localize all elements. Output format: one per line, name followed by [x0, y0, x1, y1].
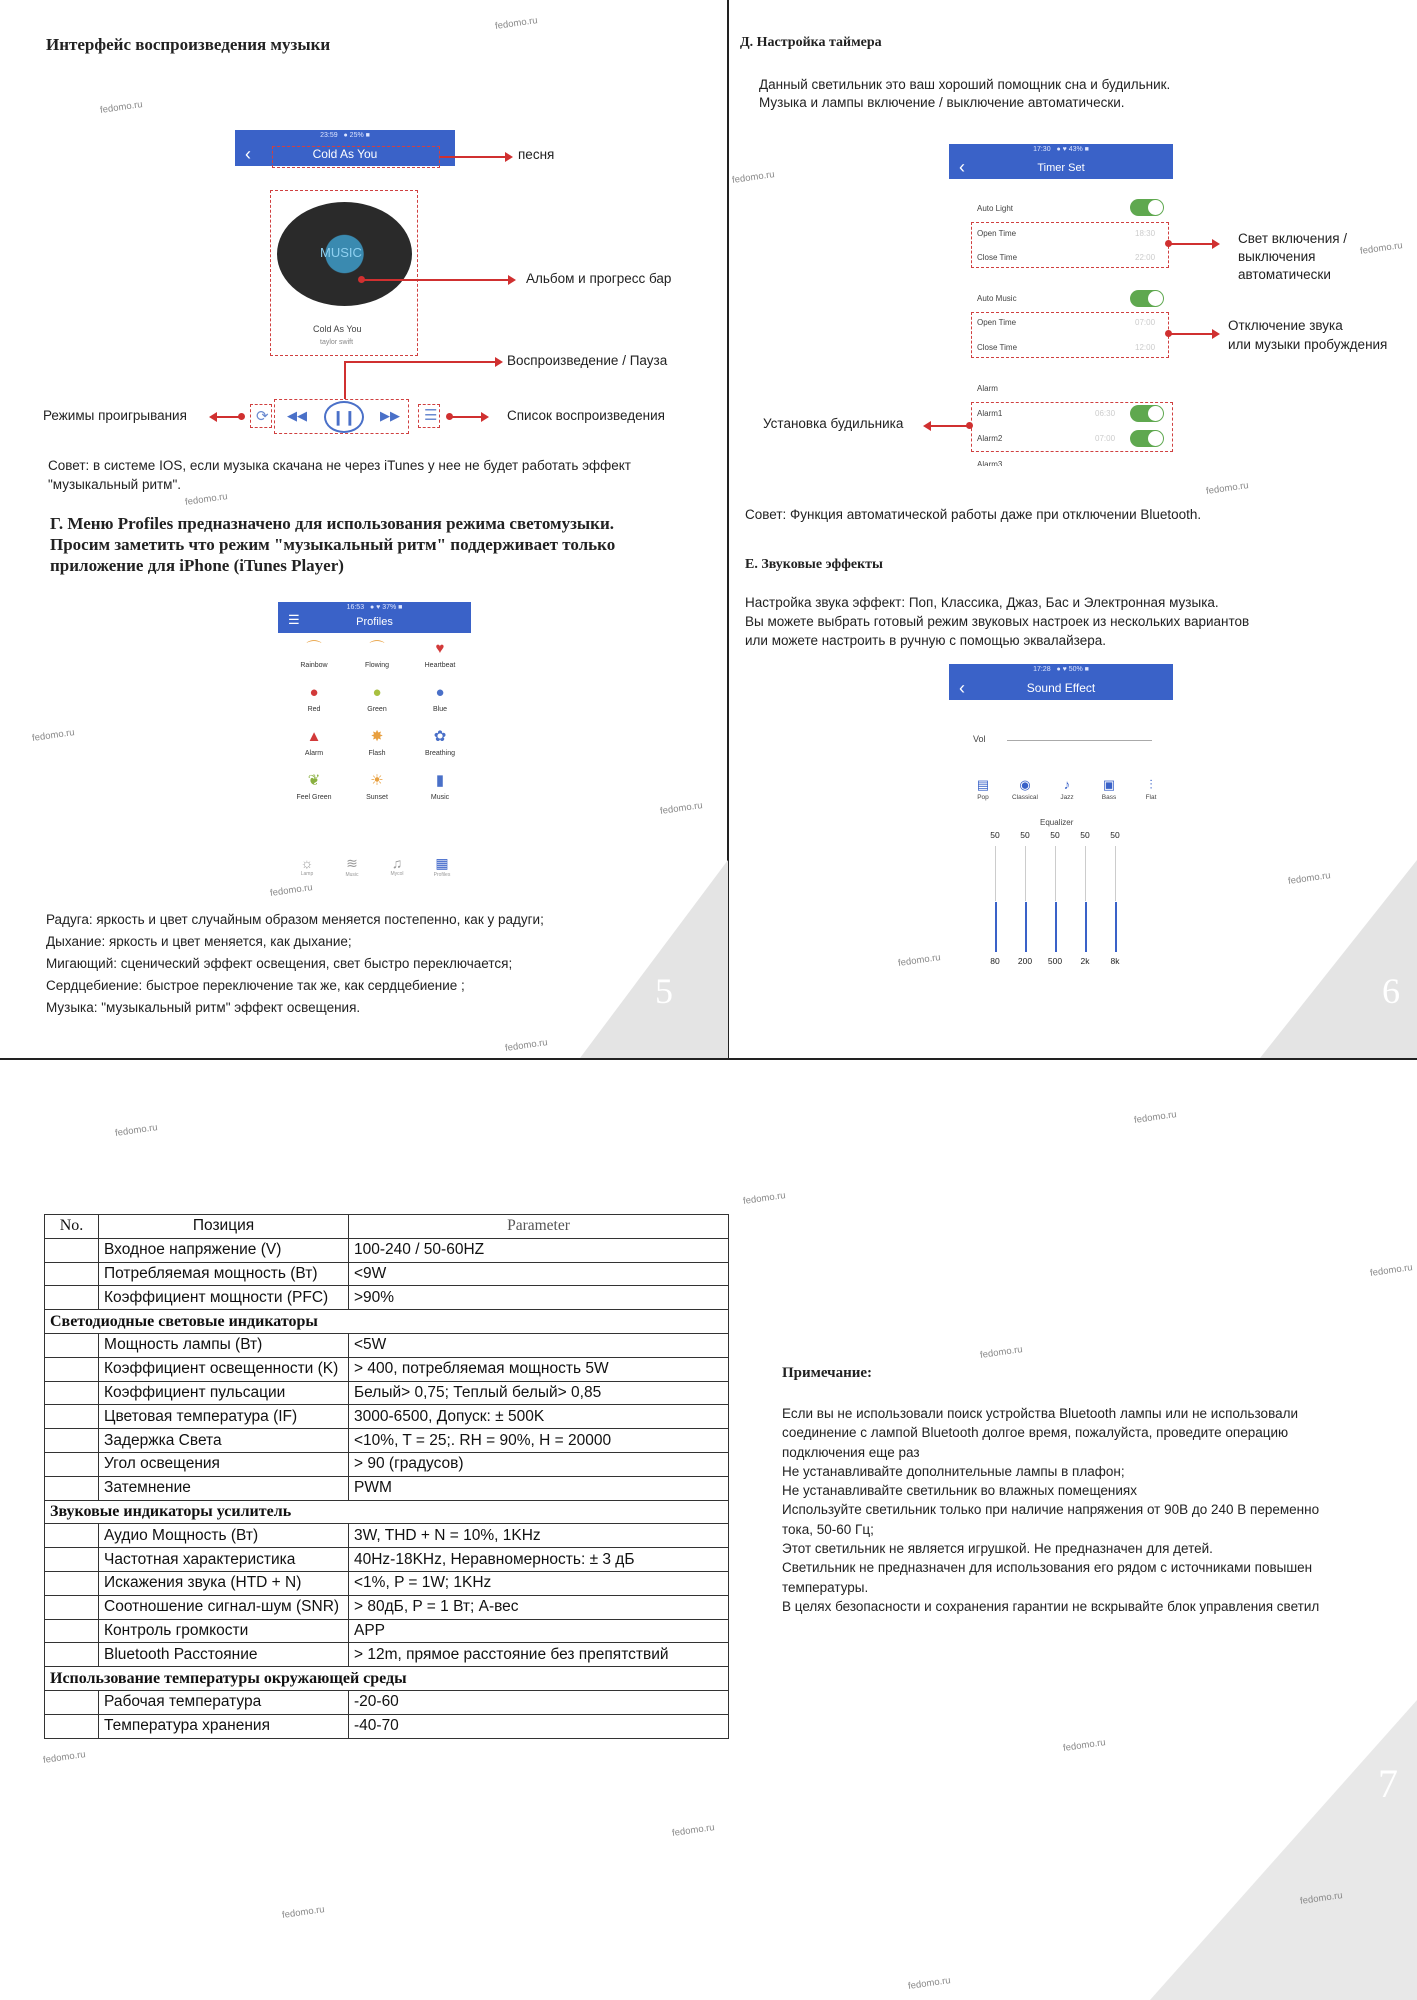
- cell-parameter: <9W: [349, 1262, 729, 1286]
- watermark: fedomo.ru: [504, 1037, 549, 1054]
- table-row: [45, 1238, 729, 1262]
- profile-item-label: Alarm: [304, 750, 324, 757]
- watermark: fedomo.ru: [1299, 1890, 1344, 1907]
- spec-table-body: [45, 1238, 729, 1738]
- section-title: Светодиодные световые индикаторы: [45, 1310, 729, 1334]
- label-modes: Режимы проигрывания: [43, 408, 187, 423]
- profile-item-heartbeat[interactable]: [411, 640, 469, 669]
- cell-parameter: > 12m, прямое расстояние без препятствий: [349, 1643, 729, 1667]
- cell-parameter: > 80дБ, P = 1 Вт; А-вес: [349, 1595, 729, 1619]
- profile-item-flash[interactable]: [348, 728, 406, 757]
- mycol-tab-icon: ♫: [391, 855, 403, 871]
- eq-band-slider[interactable]: [1085, 902, 1087, 952]
- eq-band-slider[interactable]: [1115, 902, 1117, 952]
- timer-header-bar: [949, 144, 1173, 179]
- alarm3-label: Alarm3: [977, 460, 1003, 466]
- profile-desc-music: Музыка: "музыкальный ритм" эффект освещения.: [46, 1000, 361, 1015]
- breathing-icon: ✿: [433, 728, 447, 745]
- profile-item-label: Sunset: [366, 794, 388, 801]
- cell-parameter: <5W: [349, 1333, 729, 1357]
- cell-position: Угол освещения: [99, 1452, 349, 1476]
- bottom-tab-label: Lamp: [300, 871, 314, 877]
- eq-band-track: [1055, 846, 1056, 901]
- bottom-tab-label: Music: [345, 872, 359, 878]
- cell-parameter: 3000-6500, Допуск: ± 500K: [349, 1405, 729, 1429]
- table-row: [45, 1690, 729, 1714]
- note-heading: Примечание:: [782, 1365, 873, 1381]
- menu-icon[interactable]: ☰: [288, 612, 300, 627]
- cell-position: Температура хранения: [99, 1714, 349, 1738]
- light-close-time-label: Close Time: [977, 253, 1018, 262]
- profile-desc-rainbow: Радуга: яркость и цвет случайным образом меняется постепенно, как у радуги;: [46, 912, 544, 927]
- cell-position: Затемнение: [99, 1476, 349, 1500]
- timer-intro-line1: Данный светильник это ваш хороший помощник сна и будильник.: [759, 77, 1171, 92]
- music-interface-heading: Интерфейс воспроизведения музыки: [46, 35, 331, 54]
- sunset-icon: ☀: [370, 772, 384, 789]
- cell-position: Мощность лампы (Вт): [99, 1333, 349, 1357]
- status-time: 23:59: [320, 132, 338, 139]
- cell-parameter: APP: [349, 1619, 729, 1643]
- status-time: 17:28: [1033, 666, 1051, 673]
- ios-tip: Совет: в системе IOS, если музыка скачана не через iTunes у нее не будет работать эффект "музыкальный ритм".: [48, 458, 631, 492]
- label-light-auto-1: Свет включения /: [1238, 231, 1348, 246]
- cell-parameter: -40-70: [349, 1714, 729, 1738]
- profiles-heading-line1: Г. Меню Profiles предназначено для использования режима светомузыки.: [50, 514, 615, 533]
- profile-item-flowing[interactable]: [348, 640, 406, 669]
- preset-label: Bass: [1101, 794, 1117, 801]
- cell-no: [45, 1714, 99, 1738]
- profile-item-label: Breathing: [425, 750, 455, 757]
- table-row: [45, 1429, 729, 1453]
- cell-parameter: 100-240 / 50-60HZ: [349, 1238, 729, 1262]
- watermark: fedomo.ru: [731, 169, 776, 186]
- sound-intro-line1: Настройка звука эффект: Поп, Классика, Джаз, Бас и Электронная музыка.: [745, 595, 1219, 610]
- eq-band-track: [1025, 846, 1026, 901]
- music-open-time-label: Open Time: [977, 318, 1017, 327]
- table-row: [45, 1286, 729, 1310]
- cell-parameter: PWM: [349, 1476, 729, 1500]
- cell-position: Коэффициент освещенности (K): [99, 1357, 349, 1381]
- profile-item-label: Flowing: [364, 662, 390, 669]
- rainbow-icon: ⌒: [369, 640, 385, 657]
- table-section-row: [45, 1310, 729, 1334]
- cell-no: [45, 1619, 99, 1643]
- page-number-6: 6: [1382, 971, 1400, 1011]
- song-highlight-box: [272, 146, 440, 168]
- cell-position: Рабочая температура: [99, 1690, 349, 1714]
- eq-band-frequency: 2k: [1080, 956, 1090, 966]
- label-play-pause: Воспроизведение / Пауза: [507, 353, 668, 368]
- cell-position: Задержка Света: [99, 1429, 349, 1453]
- section-title: Использование температуры окружающей среды: [45, 1667, 729, 1691]
- sound-intro-line3: или можете настроить в ручную с помощью эквалайзера.: [745, 633, 1106, 648]
- cell-parameter: Белый> 0,75; Теплый белый> 0,85: [349, 1381, 729, 1405]
- eq-band-frequency: 8k: [1110, 956, 1120, 966]
- alarm2-label: Alarm2: [977, 434, 1003, 443]
- status-battery: ● ♥ 50% ■: [1056, 666, 1089, 673]
- eq-band-frequency: 500: [1047, 956, 1063, 966]
- preset-pop[interactable]: [965, 778, 1001, 801]
- music-open-time-value: 07:00: [1135, 318, 1156, 327]
- alarm2-value: 07:00: [1095, 434, 1116, 443]
- mode-icon-box: [250, 404, 272, 428]
- bottom-tab-mycol[interactable]: [382, 855, 412, 877]
- eq-band-value: 50: [1020, 830, 1030, 840]
- timer-intro-line2: Музыка и лампы включение / выключение автоматически.: [759, 95, 1125, 110]
- cell-position: Входное напряжение (V): [99, 1238, 349, 1262]
- page-number-5: 5: [655, 971, 673, 1011]
- cell-no: [45, 1643, 99, 1667]
- track-artist: taylor swift: [320, 339, 354, 346]
- page-number-7: 7: [1378, 1761, 1398, 1806]
- watermark: fedomo.ru: [114, 1122, 159, 1139]
- note-line: температуры.: [782, 1579, 869, 1595]
- cell-no: [45, 1262, 99, 1286]
- bass-icon: ▣: [1102, 777, 1116, 792]
- watermark: fedomo.ru: [1359, 240, 1404, 257]
- watermark: fedomo.ru: [907, 1975, 952, 1992]
- cell-no: [45, 1476, 99, 1500]
- classical-icon: ◉: [1019, 777, 1031, 792]
- profiles-title: Profiles: [356, 616, 393, 628]
- pulse-icon: ●: [372, 684, 382, 701]
- label-light-auto-2: выключения: [1238, 249, 1316, 264]
- alarm2-toggle[interactable]: [1130, 430, 1164, 447]
- album-text: MUSIC: [320, 245, 362, 260]
- table-row: [45, 1595, 729, 1619]
- preset-classical[interactable]: [1007, 778, 1043, 801]
- label-song: песня: [518, 147, 555, 162]
- profile-item-label: Flash: [368, 750, 386, 757]
- cell-no: [45, 1429, 99, 1453]
- table-row: [45, 1619, 729, 1643]
- equalizer-label: Equalizer: [1040, 818, 1074, 827]
- table-row: [45, 1476, 729, 1500]
- eq-band-track: [1085, 846, 1086, 901]
- vol-label: Vol: [973, 734, 986, 744]
- watermark: fedomo.ru: [42, 1749, 87, 1766]
- cell-no: [45, 1357, 99, 1381]
- cell-position: Искажения звука (HTD + N): [99, 1571, 349, 1595]
- profile-item-green[interactable]: [348, 684, 406, 713]
- profile-item-label: Heartbeat: [424, 662, 456, 669]
- profile-item-sunset[interactable]: [348, 772, 406, 801]
- note-line: В целях безопасности и сохранения гарантии не вскрывайте блок управления светил: [782, 1598, 1320, 1614]
- bottom-tab-lamp[interactable]: [292, 855, 322, 877]
- profile-item-red[interactable]: [285, 684, 343, 713]
- heart-icon: ♥: [435, 640, 445, 657]
- watermark: fedomo.ru: [1369, 1262, 1414, 1279]
- back-icon[interactable]: ‹: [959, 678, 965, 698]
- bottom-tab-label: Profiles: [433, 872, 451, 878]
- cell-position: Контроль громкости: [99, 1619, 349, 1643]
- section-title: Звуковые индикаторы усилитель: [45, 1500, 729, 1524]
- note-line: подключения еще раз: [782, 1444, 920, 1460]
- eq-band-value: 50: [1110, 830, 1120, 840]
- cell-position: Частотная характеристика: [99, 1548, 349, 1572]
- rainbow-icon: ⌒: [306, 640, 322, 657]
- light-open-time-label: Open Time: [977, 229, 1017, 238]
- cell-no: [45, 1548, 99, 1572]
- table-row: [45, 1357, 729, 1381]
- profiles-heading-line3: приложение для iPhone (iTunes Player): [50, 556, 344, 575]
- table-row: [45, 1524, 729, 1548]
- eq-band-slider[interactable]: [995, 902, 997, 952]
- preset-jazz[interactable]: [1049, 778, 1085, 801]
- table-row: [45, 1548, 729, 1572]
- cell-position: Коэффициент пульсации: [99, 1381, 349, 1405]
- timer-tip: Совет: Функция автоматической работы даже при отключении Bluetooth.: [745, 507, 1202, 522]
- watermark: fedomo.ru: [269, 882, 314, 899]
- label-playlist: Список воспроизведения: [507, 408, 665, 423]
- label-album: Альбом и прогресс бар: [526, 271, 672, 286]
- watermark: fedomo.ru: [897, 952, 942, 969]
- sound-intro-line2: Вы можете выбрать готовый режим звуковых настроек из нескольких вариантов: [745, 614, 1250, 629]
- back-icon[interactable]: ‹: [245, 144, 251, 164]
- light-open-time-value: 18:30: [1135, 229, 1156, 238]
- eq-band-frequency: 200: [1017, 956, 1033, 966]
- cell-no: [45, 1381, 99, 1405]
- alarm-bell-icon: ▲: [306, 728, 322, 745]
- eq-band-track: [995, 846, 996, 901]
- jazz-icon: ♪: [1063, 777, 1071, 792]
- preset-label: Classical: [1011, 794, 1038, 801]
- music-tab-icon: ≋: [346, 855, 358, 871]
- label-sound-off-1: Отключение звука: [1228, 318, 1343, 333]
- table-row: [45, 1405, 729, 1429]
- watermark: fedomo.ru: [184, 491, 229, 508]
- bottom-tab-profiles[interactable]: [427, 855, 457, 878]
- watermark: fedomo.ru: [671, 1822, 716, 1839]
- playlist-icon[interactable]: ☰: [424, 407, 438, 424]
- note-line: Не устанавливайте светильник во влажных помещениях: [782, 1483, 1137, 1499]
- profiles-heading-line2: Просим заметить что режим "музыкальный ритм" поддерживает только: [50, 535, 616, 554]
- col-header-parameter: Parameter: [349, 1215, 729, 1239]
- music-close-time-label: Close Time: [977, 343, 1018, 352]
- cell-position: Цветовая температура (IF): [99, 1405, 349, 1429]
- repeat-mode-icon[interactable]: ⟳: [256, 408, 269, 425]
- watermark: fedomo.ru: [99, 99, 144, 116]
- eq-band-slider[interactable]: [1025, 902, 1027, 952]
- cell-parameter: 3W, THD + N = 10%, 1KHz: [349, 1524, 729, 1548]
- status-battery: ● ♥ 43% ■: [1056, 146, 1089, 153]
- watermark: fedomo.ru: [979, 1344, 1024, 1361]
- label-light-auto-3: автоматически: [1238, 267, 1331, 282]
- preset-label: Flat: [1145, 794, 1157, 801]
- flat-icon: ⫶: [1149, 777, 1153, 792]
- watermark: fedomo.ru: [659, 800, 704, 817]
- auto-music-toggle[interactable]: [1130, 290, 1164, 307]
- preset-label: Pop: [977, 794, 989, 801]
- eq-band-value: 50: [990, 830, 1000, 840]
- cell-parameter: <10%, T = 25;. RH = 90%, H = 20000: [349, 1429, 729, 1453]
- preset-label: Jazz: [1060, 794, 1074, 801]
- cell-no: [45, 1286, 99, 1310]
- profile-desc-breathing: Дыхание: яркость и цвет меняется, как дыхание;: [46, 934, 352, 949]
- profile-item-label: Blue: [432, 706, 447, 713]
- table-row: [45, 1262, 729, 1286]
- col-header-position: Позиция: [99, 1215, 349, 1239]
- music-bars-icon: ▮: [435, 772, 445, 789]
- cell-parameter: >90%: [349, 1286, 729, 1310]
- cell-no: [45, 1452, 99, 1476]
- cell-parameter: > 90 (градусов): [349, 1452, 729, 1476]
- sound-effects-heading: Е. Звуковые эффекты: [745, 557, 883, 572]
- watermark: fedomo.ru: [742, 1190, 787, 1207]
- profile-item-music[interactable]: [411, 772, 469, 801]
- alarm-label: Alarm: [977, 384, 998, 393]
- sound-title: Sound Effect: [1026, 681, 1096, 695]
- specifications-table: [44, 1214, 729, 1739]
- cell-no: [45, 1690, 99, 1714]
- auto-music-label: Auto Music: [977, 294, 1017, 303]
- watermark: fedomo.ru: [31, 727, 76, 744]
- profile-desc-heartbeat: Сердцебиение: быстрое переключение так же, как сердцебиение ;: [46, 978, 465, 993]
- profile-item-blue[interactable]: [411, 684, 469, 713]
- cell-parameter: > 400, потребляемая мощность 5W: [349, 1357, 729, 1381]
- note-line: Не устанавливайте дополнительные лампы в плафон;: [782, 1463, 1125, 1479]
- sound-header-bar: [949, 664, 1173, 700]
- auto-light-toggle[interactable]: [1130, 199, 1164, 216]
- cell-no: [45, 1571, 99, 1595]
- cell-no: [45, 1333, 99, 1357]
- eq-band-frequency: 80: [990, 956, 1000, 966]
- profiles-tab-icon: ▦: [435, 855, 449, 871]
- profile-item-label: Rainbow: [300, 662, 328, 669]
- auto-light-label: Auto Light: [977, 204, 1014, 213]
- watermark: fedomo.ru: [494, 15, 539, 32]
- cell-parameter: -20-60: [349, 1690, 729, 1714]
- table-row: [45, 1333, 729, 1357]
- cell-position: Коэффициент мощности (PFC): [99, 1286, 349, 1310]
- label-sound-off-2: или музыки пробуждения: [1228, 337, 1388, 352]
- status-battery: ● 25% ■: [343, 132, 370, 139]
- preset-bass[interactable]: [1091, 778, 1127, 801]
- back-icon[interactable]: ‹: [959, 157, 965, 177]
- table-row: [45, 1381, 729, 1405]
- note-body: [782, 1404, 1402, 1616]
- cell-no: [45, 1595, 99, 1619]
- table-section-row: [45, 1667, 729, 1691]
- table-section-row: [45, 1500, 729, 1524]
- status-time: 16:53: [346, 604, 365, 611]
- track-name: Cold As You: [313, 324, 362, 334]
- lamp-tab-icon: ☼: [300, 855, 314, 871]
- table-row: [45, 1714, 729, 1738]
- profile-item-alarm[interactable]: [285, 728, 343, 757]
- watermark: fedomo.ru: [281, 1904, 326, 1921]
- profile-item-label: Green: [367, 706, 387, 713]
- profile-item-label: Music: [430, 794, 450, 801]
- previous-icon[interactable]: ◀◀: [287, 408, 307, 423]
- watermark: fedomo.ru: [1062, 1737, 1107, 1754]
- eq-band-slider[interactable]: [1055, 902, 1057, 952]
- cell-position: Bluetooth Расстояние: [99, 1643, 349, 1667]
- eq-band-track: [1115, 846, 1116, 901]
- cell-no: [45, 1405, 99, 1429]
- profiles-header-bar: [278, 602, 471, 633]
- note-line: Используйте светильник только при наличие напряжения от 90В до 240 В переменно: [782, 1502, 1320, 1518]
- cell-parameter: 40Hz-18KHz, Неравномерность: ± 3 дБ: [349, 1548, 729, 1572]
- timer-heading: Д. Настройка таймера: [740, 35, 882, 50]
- next-icon[interactable]: ▶▶: [380, 408, 400, 423]
- col-header-no: No.: [45, 1215, 99, 1239]
- page-divider-horizontal: [0, 1058, 1417, 1060]
- cell-position: Потребляемая мощность (Вт): [99, 1262, 349, 1286]
- alarm1-toggle[interactable]: [1130, 405, 1164, 422]
- alarm1-label: Alarm1: [977, 409, 1003, 418]
- note-line: Если вы не использовали поиск устройства Bluetooth лампы или не использовали: [782, 1406, 1299, 1421]
- profile-desc-flash: Мигающий: сценический эффект освещения, свет быстро переключается;: [46, 956, 513, 971]
- flash-icon: ✸: [370, 728, 384, 745]
- timer-title: Timer Set: [1037, 162, 1085, 174]
- pop-icon: ▤: [976, 777, 990, 792]
- status-battery: ● ♥ 37% ■: [369, 604, 403, 611]
- page7-corner-shape: [1150, 1700, 1417, 2000]
- play-pause-button[interactable]: ❙❙: [324, 401, 364, 433]
- bottom-tab-label: Mycol: [390, 871, 404, 877]
- song-title: Cold As You: [312, 147, 378, 161]
- eq-band-value: 50: [1080, 830, 1090, 840]
- pulse-icon: ●: [309, 684, 319, 701]
- pulse-icon: ●: [435, 684, 445, 701]
- preset-flat[interactable]: [1133, 778, 1169, 801]
- equalizer: [985, 830, 1135, 970]
- profile-item-label: Red: [307, 706, 321, 713]
- cell-no: [45, 1524, 99, 1548]
- watermark: fedomo.ru: [1287, 870, 1332, 887]
- watermark: fedomo.ru: [1205, 480, 1250, 497]
- table-row: [45, 1571, 729, 1595]
- cell-position: Аудио Мощность (Вт): [99, 1524, 349, 1548]
- music-close-time-value: 12:00: [1135, 343, 1156, 352]
- playlist-icon-box: [418, 404, 440, 428]
- profile-item-breathing[interactable]: [411, 728, 469, 757]
- watermark: fedomo.ru: [1133, 1109, 1178, 1126]
- profile-item-label: Feel Green: [296, 794, 332, 801]
- profile-item-feel-green[interactable]: [285, 772, 343, 801]
- profiles-bottom-nav: [282, 855, 472, 885]
- note-line: тока, 50-60 Гц;: [782, 1521, 874, 1537]
- cell-position: Соотношение сигнал-шум (SNR): [99, 1595, 349, 1619]
- page6-corner-shape: [1260, 860, 1417, 1058]
- note-line: Светильник не предназначен для использования его рядом с источниками повышен: [782, 1560, 1313, 1576]
- cell-parameter: <1%, P = 1W; 1KHz: [349, 1571, 729, 1595]
- volume-slider[interactable]: [1007, 740, 1152, 741]
- sound-presets: [965, 778, 1165, 808]
- note-line: соединение с лампой Bluetooth долгое время, пожалуйста, проведите операцию: [782, 1425, 1289, 1441]
- eq-band-value: 50: [1050, 830, 1060, 840]
- status-time: 17:30: [1033, 146, 1051, 153]
- table-row: [45, 1452, 729, 1476]
- alarm1-value: 06:30: [1095, 409, 1116, 418]
- profiles-grid: [285, 640, 475, 810]
- profile-item-rainbow[interactable]: [285, 640, 343, 669]
- bottom-tab-music[interactable]: [337, 855, 367, 878]
- page5-corner-shape: [580, 860, 728, 1058]
- leaf-icon: ❦: [307, 772, 321, 789]
- note-line: Этот светильник не является игрушкой. Не предназначен для детей.: [782, 1541, 1213, 1557]
- cell-no: [45, 1238, 99, 1262]
- light-close-time-value: 22:00: [1135, 253, 1156, 262]
- label-alarm-set: Установка будильника: [763, 416, 904, 431]
- table-row: [45, 1643, 729, 1667]
